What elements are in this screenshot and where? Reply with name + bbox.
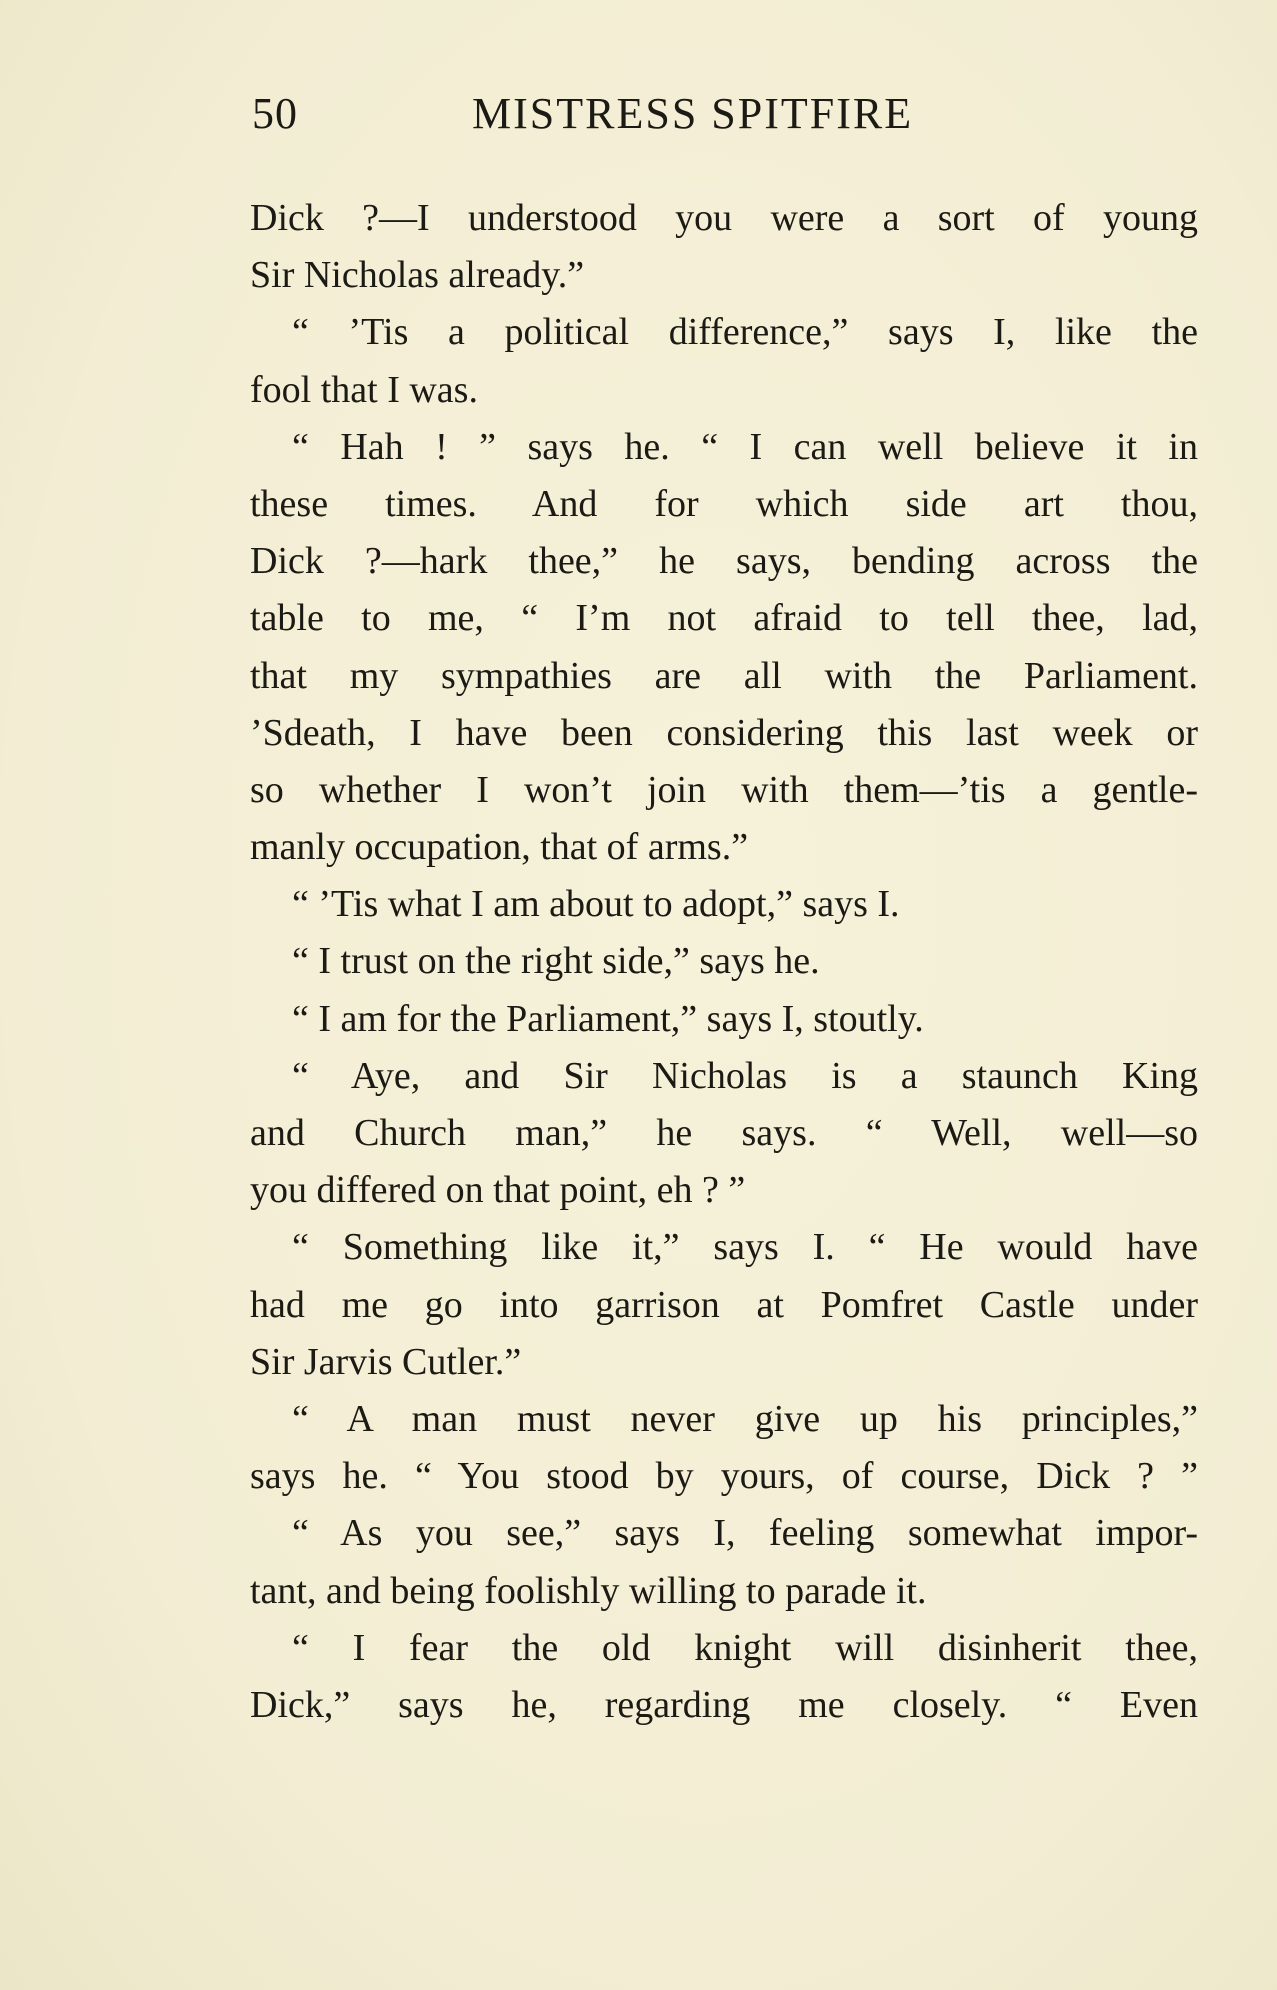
text-line: “ Aye, and Sir Nicholas is a staunch King bbox=[292, 1054, 1198, 1097]
text-line: “ Something like it,” says I. “ He would have bbox=[292, 1226, 1198, 1269]
text-line: “ ’Tis what I am about to adopt,” says I. bbox=[292, 883, 900, 926]
text-line: Dick,” says he, regarding me closely. “ Even bbox=[250, 1683, 1198, 1726]
text-line: had me go into garrison at Pomfret Castle under bbox=[250, 1283, 1198, 1326]
running-title: MISTRESS SPITFIRE bbox=[472, 89, 914, 138]
text-line: Sir Nicholas already.” bbox=[250, 254, 585, 297]
text-line: “ A man must never give up his principles,” bbox=[292, 1397, 1198, 1440]
text-line: you differed on that point, eh ? ” bbox=[250, 1169, 746, 1212]
text-line: these times. And for which side art thou, bbox=[250, 482, 1198, 525]
page-header bbox=[252, 88, 972, 148]
text-line: tant, and being foolishly willing to parade it. bbox=[250, 1569, 927, 1612]
text-line: “ I am for the Parliament,” says I, stoutly. bbox=[292, 997, 924, 1040]
page-number: 50 bbox=[252, 89, 298, 138]
text-line: Dick ?—hark thee,” he says, bending across the bbox=[250, 540, 1198, 583]
body-text bbox=[250, 190, 1198, 1734]
text-line: fool that I was. bbox=[250, 368, 478, 411]
text-line: Sir Jarvis Cutler.” bbox=[250, 1340, 522, 1383]
text-line: “ ’Tis a political difference,” says I, like the bbox=[292, 311, 1198, 354]
text-line: “ I trust on the right side,” says he. bbox=[292, 940, 820, 983]
text-line: “ Hah ! ” says he. “ I can well believe it in bbox=[292, 425, 1198, 468]
text-line: ’Sdeath, I have been considering this last week or bbox=[250, 711, 1198, 754]
text-line: so whether I won’t join with them—’tis a gentle- bbox=[250, 768, 1198, 811]
text-line: “ As you see,” says I, feeling somewhat impor- bbox=[292, 1512, 1198, 1555]
text-line: says he. “ You stood by yours, of course, Dick ? ” bbox=[250, 1455, 1198, 1498]
text-line: manly occupation, that of arms.” bbox=[250, 826, 749, 869]
text-line: that my sympathies are all with the Parliament. bbox=[250, 654, 1198, 697]
text-line: Dick ?—I understood you were a sort of young bbox=[250, 197, 1198, 239]
text-line: and Church man,” he says. “ Well, well—so bbox=[250, 1112, 1198, 1154]
text-line: “ I fear the old knight will disinherit thee, bbox=[292, 1626, 1198, 1669]
text-line: table to me, “ I’m not afraid to tell thee, lad, bbox=[250, 597, 1198, 640]
